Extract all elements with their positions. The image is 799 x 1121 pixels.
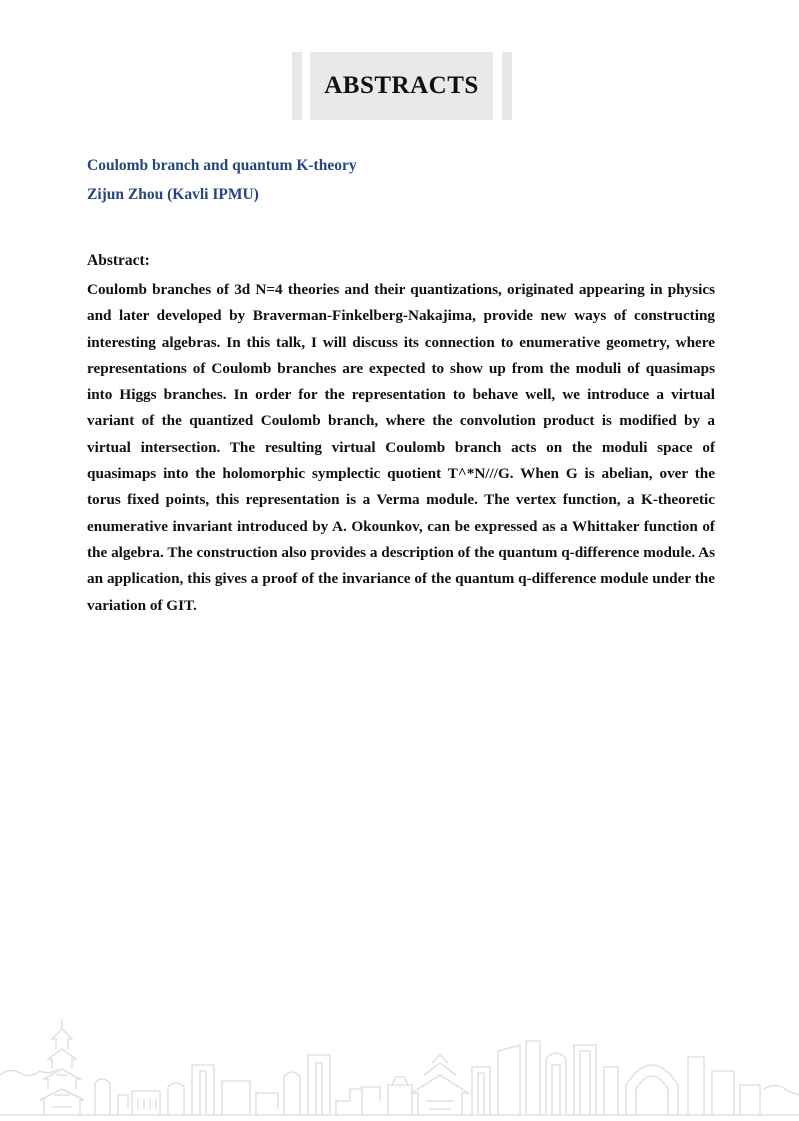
- header-title-box: [310, 52, 493, 120]
- talk-title: Coulomb branch and quantum K-theory: [87, 157, 357, 174]
- header-right-bar: [502, 52, 512, 120]
- header-left-bar: [292, 52, 302, 120]
- abstract-label: Abstract:: [87, 252, 150, 269]
- header-banner: [0, 52, 799, 120]
- abstract-body: Coulomb branches of 3d N=4 theories and their quantizations, originated appearing in physics and later developed by Braverman-Finkelberg-Nakajima, provide new ways of constructing interesting algebras. In this talk, I will discuss its connection to enumerative geometry, where representations of Coulomb branches are expected to show up from the moduli of quasimaps into Higgs branches. In order for the representation to behave well, we introduce a virtual variant of the quantized Coulomb branch, where the convolution product is modified by a virtual intersection. The resulting virtual Coulomb branch acts on the moduli space of quasimaps into the holomorphic symplectic quotient T^*N///G. When G is abelian, over the torus fixed points, this representation is a Verma module. The vertex function, a K-theoretic enumerative invariant introduced by A. Okounkov, can be expressed as a Whittaker function of the algebra. The construction also provides a description of the quantum q-difference module. As an application, this gives a proof of the invariance of the quantum q-difference module under the variation of GIT.: [87, 281, 715, 614]
- city-skyline-decoration: [0, 1005, 799, 1121]
- page-title: ABSTRACTS: [324, 72, 479, 99]
- speaker-name: Zijun Zhou (Kavli IPMU): [87, 186, 259, 203]
